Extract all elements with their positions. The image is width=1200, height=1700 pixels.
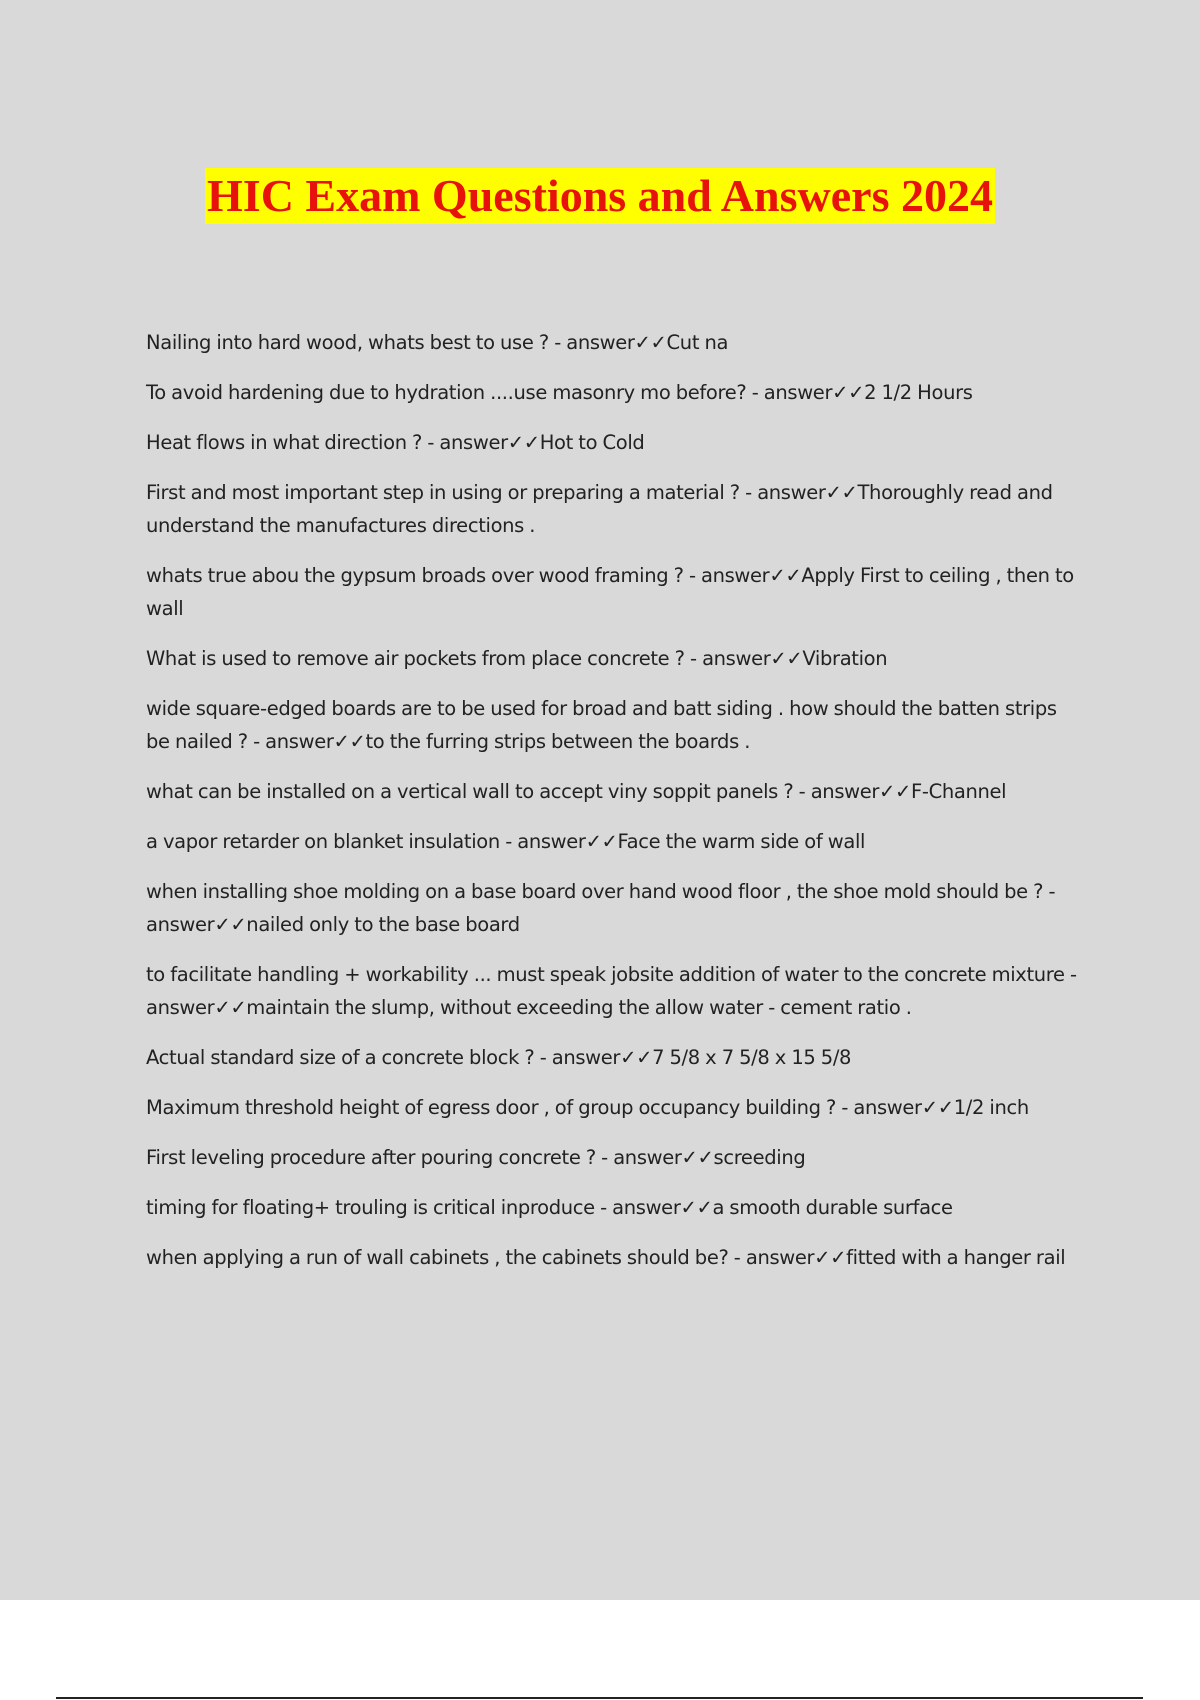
qa-item: what can be installed on a vertical wall to accept viny soppit panels ? - answer✓✓F-Channel xyxy=(146,780,1007,803)
qa-list xyxy=(146,326,1081,1291)
qa-item: wide square-edged boards are to be used for broad and batt siding . how should the batten strips be nailed ? - answer✓✓to the furring strips between the boards . xyxy=(146,697,1057,753)
qa-item: What is used to remove air pockets from place concrete ? - answer✓✓Vibration xyxy=(146,647,888,670)
footer-divider xyxy=(56,1697,1143,1699)
page-title: HIC Exam Questions and Answers 2024 xyxy=(205,168,995,224)
qa-item: First leveling procedure after pouring concrete ? - answer✓✓screeding xyxy=(146,1146,806,1169)
qa-item: to facilitate handling + workability ... must speak jobsite addition of water to the concrete mixture - answer✓✓maintain the slump, without exceeding the allow water - cement ratio . xyxy=(146,963,1077,1019)
qa-item: Actual standard size of a concrete block ? - answer✓✓7 5/8 x 7 5/8 x 15 5/8 xyxy=(146,1046,852,1069)
qa-item: when applying a run of wall cabinets , the cabinets should be? - answer✓✓fitted with a hanger rail xyxy=(146,1246,1066,1269)
qa-item: a vapor retarder on blanket insulation - answer✓✓Face the warm side of wall xyxy=(146,830,866,853)
qa-item: Heat flows in what direction ? - answer✓✓Hot to Cold xyxy=(146,431,645,454)
title-container xyxy=(0,168,1200,224)
qa-item: First and most important step in using or preparing a material ? - answer✓✓Thoroughly read and understand the manufactures directions . xyxy=(146,481,1053,537)
qa-item: To avoid hardening due to hydration ....use masonry mo before? - answer✓✓2 1/2 Hours xyxy=(146,381,973,404)
qa-item: timing for floating+ trouling is critical inproduce - answer✓✓a smooth durable surface xyxy=(146,1196,953,1219)
qa-item: whats true abou the gypsum broads over wood framing ? - answer✓✓Apply First to ceiling , then to wall xyxy=(146,564,1074,620)
qa-item: Nailing into hard wood, whats best to use ? - answer✓✓Cut na xyxy=(146,331,729,354)
qa-item: Maximum threshold height of egress door , of group occupancy building ? - answer✓✓1/2 inch xyxy=(146,1096,1029,1119)
qa-item: when installing shoe molding on a base board over hand wood floor , the shoe mold should be ? - answer✓✓nailed only to the base board xyxy=(146,880,1056,936)
